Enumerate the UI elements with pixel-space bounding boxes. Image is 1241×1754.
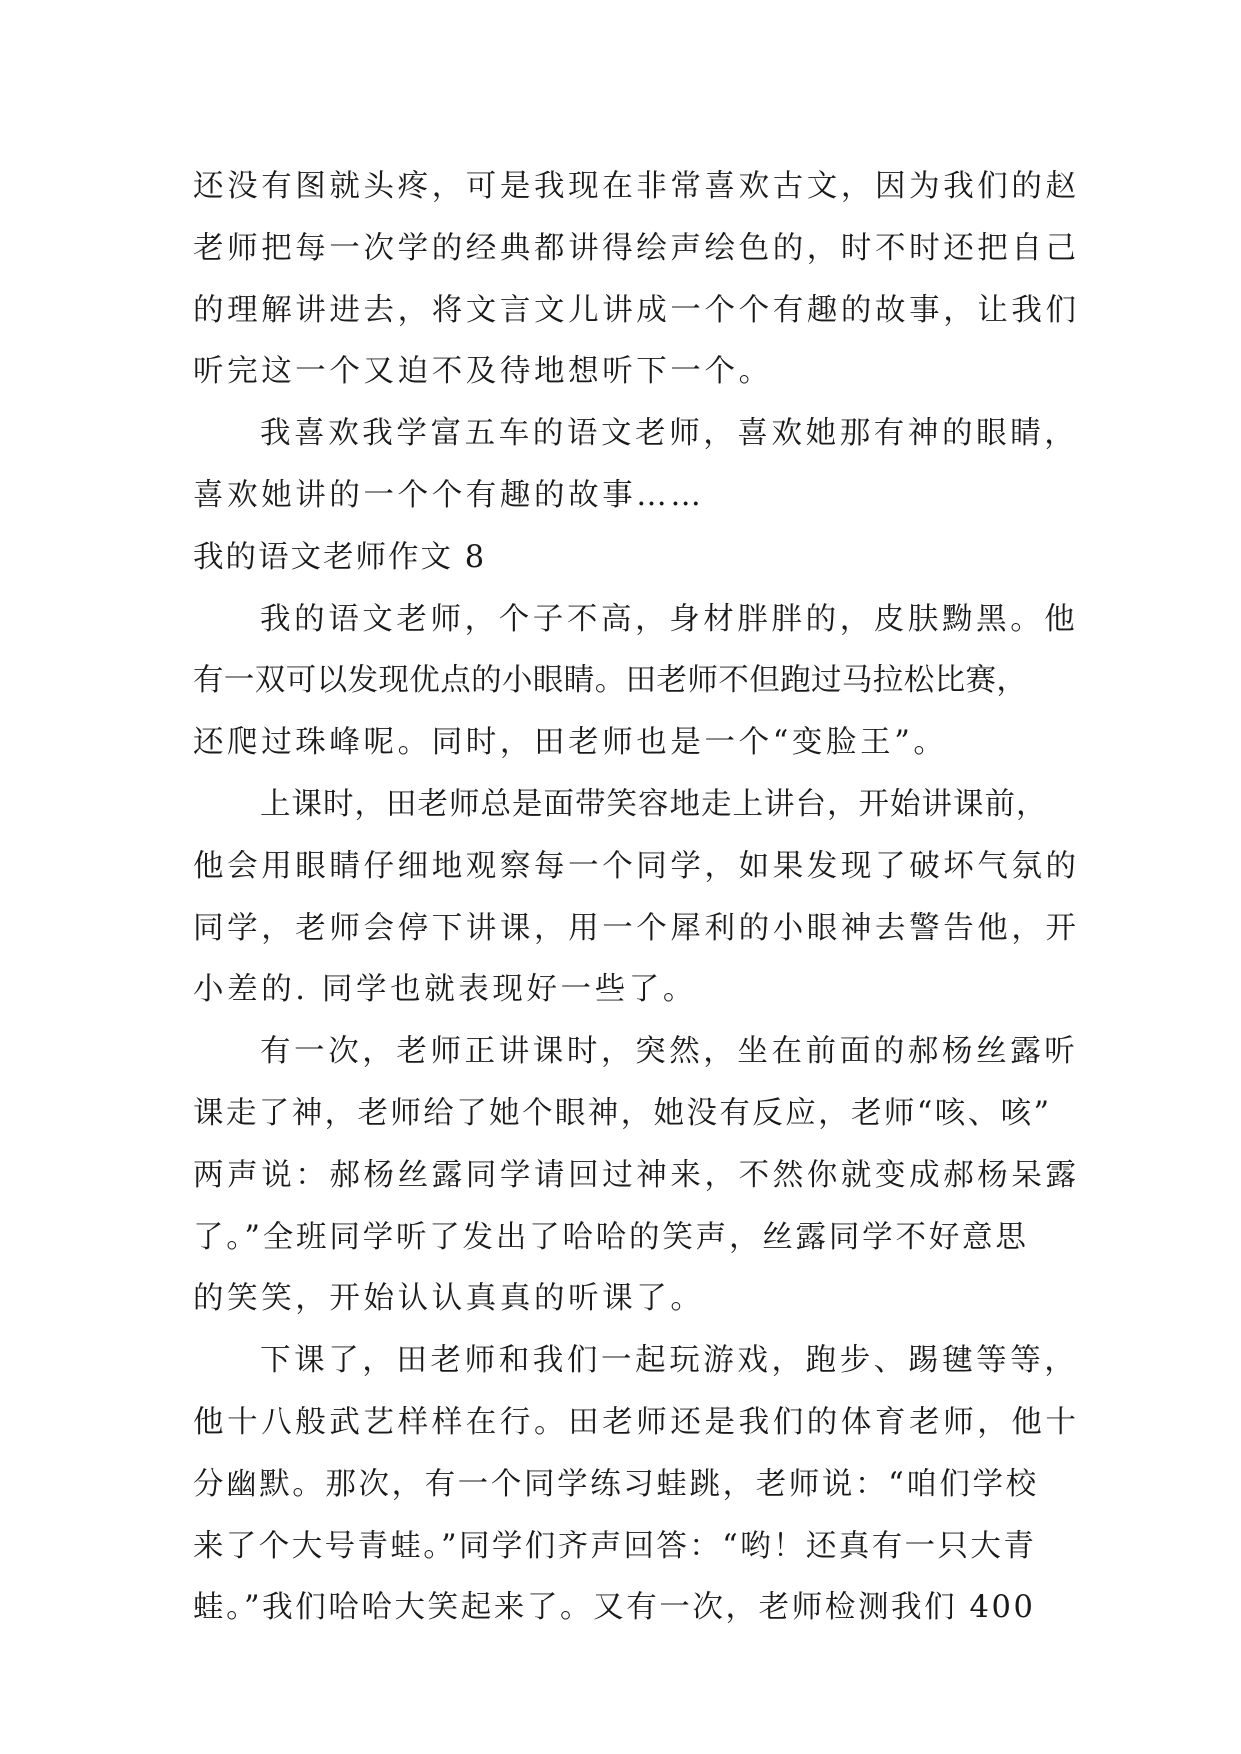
paragraph-line: 课走了神，老师给了她个眼神，她没有反应，老师“咳、咳” [193, 1095, 1052, 1131]
paragraph-line: 他会用眼睛仔细地观察每一个同学，如果发现了破坏气氛的 [193, 848, 1080, 884]
paragraph-line: 有一次，老师正讲课时，突然，坐在前面的郝杨丝露听 [260, 1034, 1079, 1070]
document-body [193, 156, 1080, 1639]
paragraph-line: 喜欢她讲的一个个有趣的故事…… [193, 477, 705, 513]
paragraph-line: 还爬过珠峰呢。同时，田老师也是一个“变脸王”。 [193, 725, 948, 761]
paragraph-line: 听完这一个又迫不及待地想听下一个。 [193, 354, 773, 390]
paragraph-line: 的笑笑，开始认认真真的听课了。 [193, 1281, 705, 1317]
paragraph-line: 他十八般武艺样样在行。田老师还是我们的体育老师，他十 [193, 1404, 1080, 1440]
paragraph-line: 上课时，田老师总是面带笑容地走上讲台，开始讲课前， [260, 786, 1048, 822]
paragraph-line: 蛙。”我们哈哈大笑起来了。又有一次，老师检测我们 400 [193, 1590, 1036, 1626]
paragraph-line: 下课了，田老师和我们一起玩游戏，跑步、踢毽等等， [260, 1343, 1079, 1379]
paragraph-line: 我喜欢我学富五车的语文老师，喜欢她那有神的眼睛， [260, 416, 1079, 452]
paragraph-line: 还没有图就头疼，可是我现在非常喜欢古文，因为我们的赵 [193, 169, 1080, 204]
paragraph-line: 两声说：郝杨丝露同学请回过神来，不然你就变成郝杨呆露 [193, 1157, 1080, 1193]
paragraph-line: 同学，老师会停下讲课，用一个犀利的小眼神去警告他，开 [193, 910, 1080, 946]
section-title: 我的语文老师作文 8 [193, 539, 487, 575]
paragraph-line: 我的语文老师，个子不高，身材胖胖的，皮肤黝黑。他 [260, 601, 1079, 637]
paragraph-line: 老师把每一次学的经典都讲得绘声绘色的，时不时还把自己 [193, 230, 1080, 266]
paragraph-line: 小差的. 同学也就表现好一些了。 [193, 972, 697, 1008]
paragraph-line: 分幽默。那次，有一个同学练习蛙跳，老师说：“咱们学校 [193, 1466, 1039, 1502]
paragraph-line: 的理解讲进去，将文言文儿讲成一个个有趣的故事，让我们 [193, 292, 1080, 328]
paragraph-line: 有一双可以发现优点的小眼睛。田老师不但跑过马拉松比赛， [193, 663, 1028, 699]
paragraph-line: 来了个大号青蛙。”同学们齐声回答：“哟！还真有一只大青 [193, 1528, 1037, 1564]
paragraph-line: 了。”全班同学听了发出了哈哈的笑声，丝露同学不好意思 [193, 1219, 1029, 1255]
